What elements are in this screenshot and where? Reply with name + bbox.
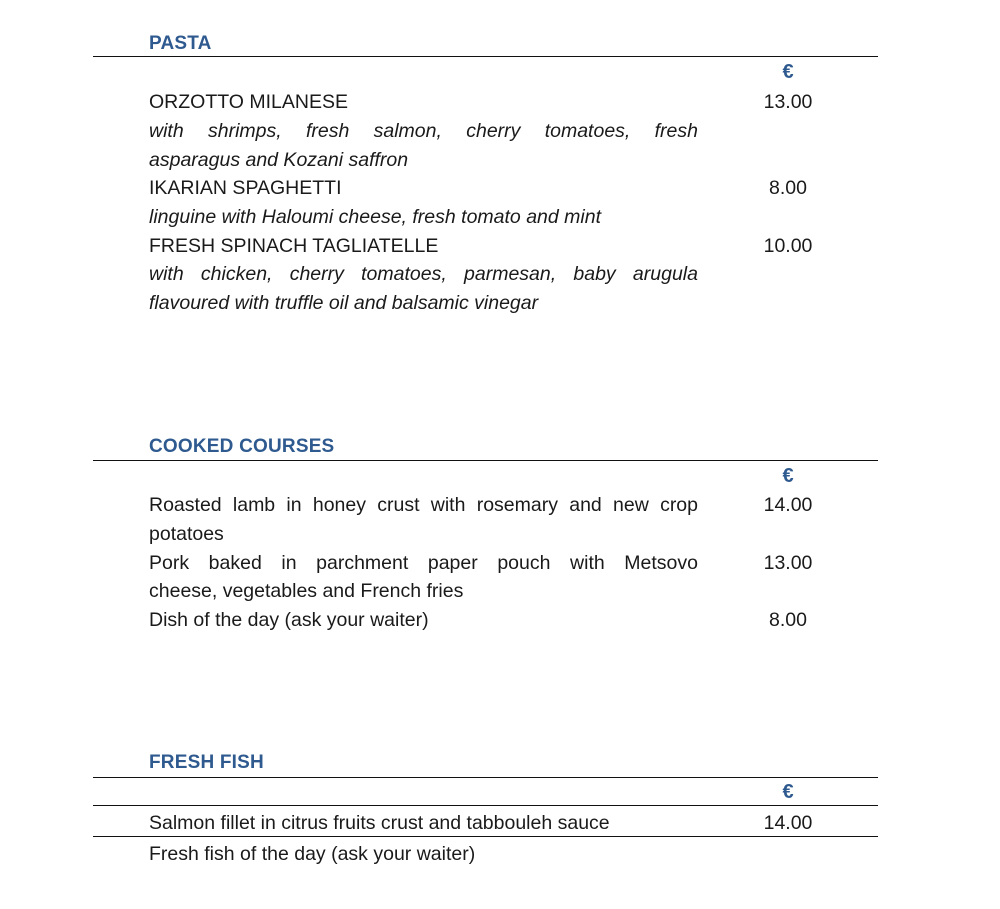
dish-name: Salmon fillet in citrus fruits crust and tabbouleh sauce <box>149 812 610 834</box>
section-rule <box>93 56 878 57</box>
table-row-rule <box>93 805 878 806</box>
dish-price: 14.00 <box>763 812 813 834</box>
dish-description: flavoured with truffle oil and balsamic vinegar <box>149 292 539 314</box>
dish-description: asparagus and Kozani saffron <box>149 149 409 171</box>
dish-description: linguine with Haloumi cheese, fresh tomato and mint <box>149 206 601 228</box>
table-row-rule <box>93 836 878 837</box>
dish-name: IKARIAN SPAGHETTI <box>149 177 342 199</box>
dish-name: Dish of the day (ask your waiter) <box>149 609 429 631</box>
section-title: COOKED COURSES <box>149 436 335 457</box>
dish-price: 8.00 <box>769 177 807 199</box>
dish-name: potatoes <box>149 523 224 545</box>
dish-price: 13.00 <box>763 552 813 574</box>
dish-name: Pork baked in parchment paper pouch with Metsovo <box>149 552 698 574</box>
section-title: FRESH FISH <box>149 752 264 773</box>
dish-name: cheese, vegetables and French fries <box>149 580 464 602</box>
dish-name: Roasted lamb in honey crust with rosemary and new crop <box>149 494 698 516</box>
dish-description: with shrimps, fresh salmon, cherry tomatoes, fresh <box>149 120 698 142</box>
dish-name: Fresh fish of the day (ask your waiter) <box>149 843 476 865</box>
dish-price: 13.00 <box>763 91 813 113</box>
dish-name: FRESH SPINACH TAGLIATELLE <box>149 235 439 257</box>
section-rule <box>93 460 878 461</box>
currency-header: € <box>782 781 794 803</box>
currency-header: € <box>782 61 794 83</box>
dish-price: 14.00 <box>763 494 813 516</box>
dish-price: 8.00 <box>769 609 807 631</box>
section-rule <box>93 777 878 778</box>
dish-description: with chicken, cherry tomatoes, parmesan, baby arugula <box>149 263 698 285</box>
dish-name: ORZOTTO MILANESE <box>149 91 348 113</box>
section-title: PASTA <box>149 33 212 54</box>
currency-header: € <box>782 465 794 487</box>
dish-price: 10.00 <box>763 235 813 257</box>
